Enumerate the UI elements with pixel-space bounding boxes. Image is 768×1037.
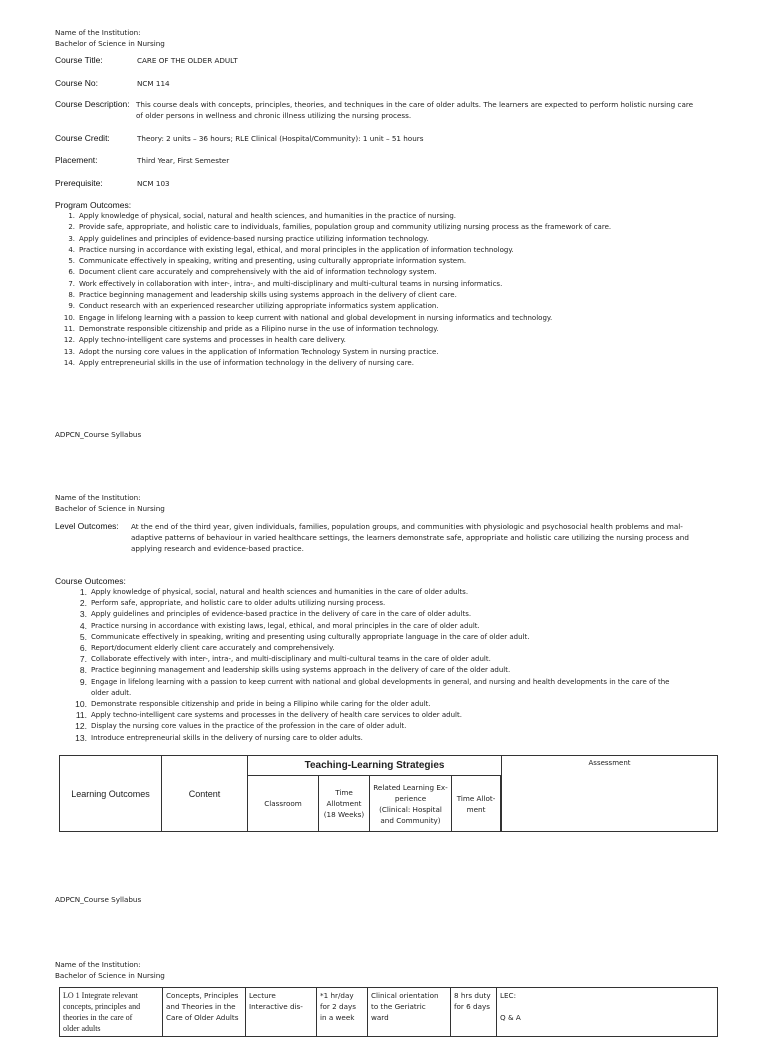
program-name: Bachelor of Science in Nursing	[55, 504, 165, 513]
placement-value: Third Year, First Semester	[137, 156, 230, 165]
page-footer: ADPCN_Course Syllabus	[55, 895, 142, 904]
course-title-label: Course Title:	[55, 55, 103, 65]
list-item: 10. Engage in lifelong learning with a passion to keep current with national and global development in nursing informatics and technology.	[63, 313, 553, 322]
learning-outcome-cell: LO 1 Integrate relevant concepts, principles and theories in the care of older adults	[60, 988, 163, 1037]
institution-name: Name of the Institution:	[55, 28, 141, 37]
assessment-cell: LEC: Q & A	[497, 988, 718, 1037]
rle-time-allotment-cell: 8 hrs duty for 6 days	[451, 988, 497, 1037]
list-item: 8. Practice beginning management and leadership skills using systems approach in the delivery of client care.	[68, 291, 457, 300]
table-row	[60, 988, 718, 1037]
list-item: 9. Engage in lifelong learning with a passion to keep current with national and global developments in general, and nursing and health developments in the care of the older adult.	[79, 676, 670, 697]
list-item: 11. Demonstrate responsible citizenship and pride as a Filipino nurse in the use of information technology.	[63, 324, 439, 333]
list-item: 7. Collaborate effectively with inter-, intra-, and multi-disciplinary and multi-cultural teams in the care of older adult.	[79, 654, 491, 665]
list-item: 12. Display the nursing core values in the practice of the profession in the care of older adult.	[75, 721, 407, 732]
level-outcomes-line-2: adaptive patterns of behaviour in varied healthcare settings, the learners demonstrate safe, appropriate and holistic care utilizing the nursing process and	[131, 533, 689, 542]
course-description-line-2: of older persons in wellness and chronic illness utilizing the nursing process.	[136, 111, 412, 120]
list-item: 6. Document client care accurately and comprehensively with the aid of information technology system.	[68, 268, 437, 277]
spacer-cell	[501, 776, 502, 832]
program-outcomes-heading: Program Outcomes:	[55, 200, 132, 210]
assessment-header: Assessment	[502, 756, 718, 832]
institution-name: Name of the Institution:	[55, 493, 141, 502]
list-item: 3. Apply guidelines and principles of evidence-based nursing practice utilizing information technology.	[68, 234, 429, 243]
course-outcomes-heading: Course Outcomes:	[55, 576, 126, 586]
level-outcomes-line-1: At the end of the third year, given individuals, families, population groups, and communities with physiologic and psychosocial health problems and mal-	[131, 522, 683, 531]
course-description-line-1: This course deals with concepts, principles, theories, and techniques in the care of older adults. The learners are expected to perform holistic nursing care	[136, 100, 694, 109]
list-item: 2. Perform safe, appropriate, and holistic care to older adults utilizing nursing process.	[79, 598, 386, 609]
time-allotment-cell: *1 hr/day for 2 days in a week	[317, 988, 368, 1037]
list-item: 8. Practice beginning management and leadership skills using systems approach in the delivery of care of the older adult.	[79, 665, 511, 676]
list-item: 14. Apply entrepreneurial skills in the use of information technology in the delivery of nursing care.	[63, 358, 414, 367]
list-item: 1. Apply knowledge of physical, social, natural and health sciences and humanities in the care of older adults.	[79, 587, 469, 597]
program-name: Bachelor of Science in Nursing	[55, 39, 165, 48]
level-outcomes-line-3: applying research and evidence-based practice.	[131, 544, 304, 553]
list-item: 5. Communicate effectively in speaking, writing and presenting using culturally appropriate language in the care of older adult.	[79, 631, 530, 642]
syllabus-header-table	[59, 755, 718, 832]
list-item: 13. Introduce entrepreneurial skills in the delivery of nursing care to older adults.	[75, 732, 363, 743]
classroom-header: Classroom	[248, 776, 319, 832]
learning-outcomes-header: Learning Outcomes	[60, 756, 162, 832]
list-item: 4. Practice nursing in accordance with existing legal, ethical, and moral principles in the application of information technology.	[68, 245, 514, 254]
prerequisite-value: NCM 103	[137, 179, 170, 188]
teaching-learning-strategies-header: Teaching-Learning Strategies	[248, 756, 502, 776]
classroom-cell: Lecture Interactive dis-	[246, 988, 317, 1037]
content-cell: Concepts, Principles and Theories in the Care of Older Adults	[163, 988, 246, 1037]
related-learning-experience-header: Related Learning Ex- perience (Clinical: Hospital and Community)	[370, 776, 452, 832]
list-item: 10. Demonstrate responsible citizenship and pride in being a Filipino while caring for the older adult.	[75, 699, 431, 710]
course-no-value: NCM 114	[137, 79, 170, 88]
prerequisite-label: Prerequisite:	[55, 178, 103, 188]
course-description-label: Course Description:	[55, 99, 130, 109]
syllabus-body-table	[59, 987, 718, 1037]
program-outcomes-list	[55, 211, 755, 369]
list-item: 7. Work effectively in collaboration with inter-, intra-, and multi-disciplinary and multi-cultural teams in nursing informatics.	[68, 279, 503, 288]
list-item: 2. Provide safe, appropriate, and holistic care to individuals, families, population group and community utilizing nursing process as the framework of care.	[68, 223, 612, 232]
program-name: Bachelor of Science in Nursing	[55, 971, 165, 980]
level-outcomes-label: Level Outcomes:	[55, 521, 119, 531]
related-learning-experience-cell: Clinical orientation to the Geriatric ward	[368, 988, 451, 1037]
list-item: 11. Apply techno-intelligent care systems and processes in the delivery of health care services to older adult.	[75, 710, 462, 721]
placement-label: Placement:	[55, 155, 98, 165]
content-header: Content	[162, 756, 248, 832]
rle-time-allotment-header: Time Allot- ment	[452, 776, 501, 832]
course-outcomes-list	[65, 587, 725, 744]
list-item: 5. Communicate effectively in speaking, writing and presenting, using culturally appropriate information system.	[68, 257, 467, 266]
list-item: 13. Adopt the nursing core values in the application of Information Technology System in nursing practice.	[63, 347, 439, 356]
institution-name: Name of the Institution:	[55, 960, 141, 969]
list-item: 1. Apply knowledge of physical, social, natural and health sciences, and humanities in the practice of nursing.	[68, 212, 457, 220]
list-item: 9. Conduct research with an experienced researcher utilizing appropriate informatics system application.	[68, 302, 439, 311]
list-item: 12. Apply techno-intelligent care systems and processes in health care delivery.	[63, 336, 346, 345]
page-footer: ADPCN_Course Syllabus	[55, 430, 142, 439]
list-item: 4. Practice nursing in accordance with existing laws, legal, ethical, and moral principles in the care of older adult.	[79, 620, 480, 631]
time-allotment-header: Time Allotment (18 Weeks)	[319, 776, 370, 832]
course-credit-value: Theory: 2 units – 36 hours; RLE Clinical (Hospital/Community): 1 unit – 51 hours	[137, 134, 424, 143]
list-item: 3. Apply guidelines and principles of evidence-based practice in the delivery of care in the care of older adults.	[79, 609, 472, 620]
course-credit-label: Course Credit:	[55, 133, 110, 143]
course-title-value: CARE OF THE OLDER ADULT	[137, 56, 238, 65]
course-no-label: Course No:	[55, 78, 98, 88]
list-item: 6. Report/document elderly client care accurately and comprehensively.	[79, 643, 335, 654]
